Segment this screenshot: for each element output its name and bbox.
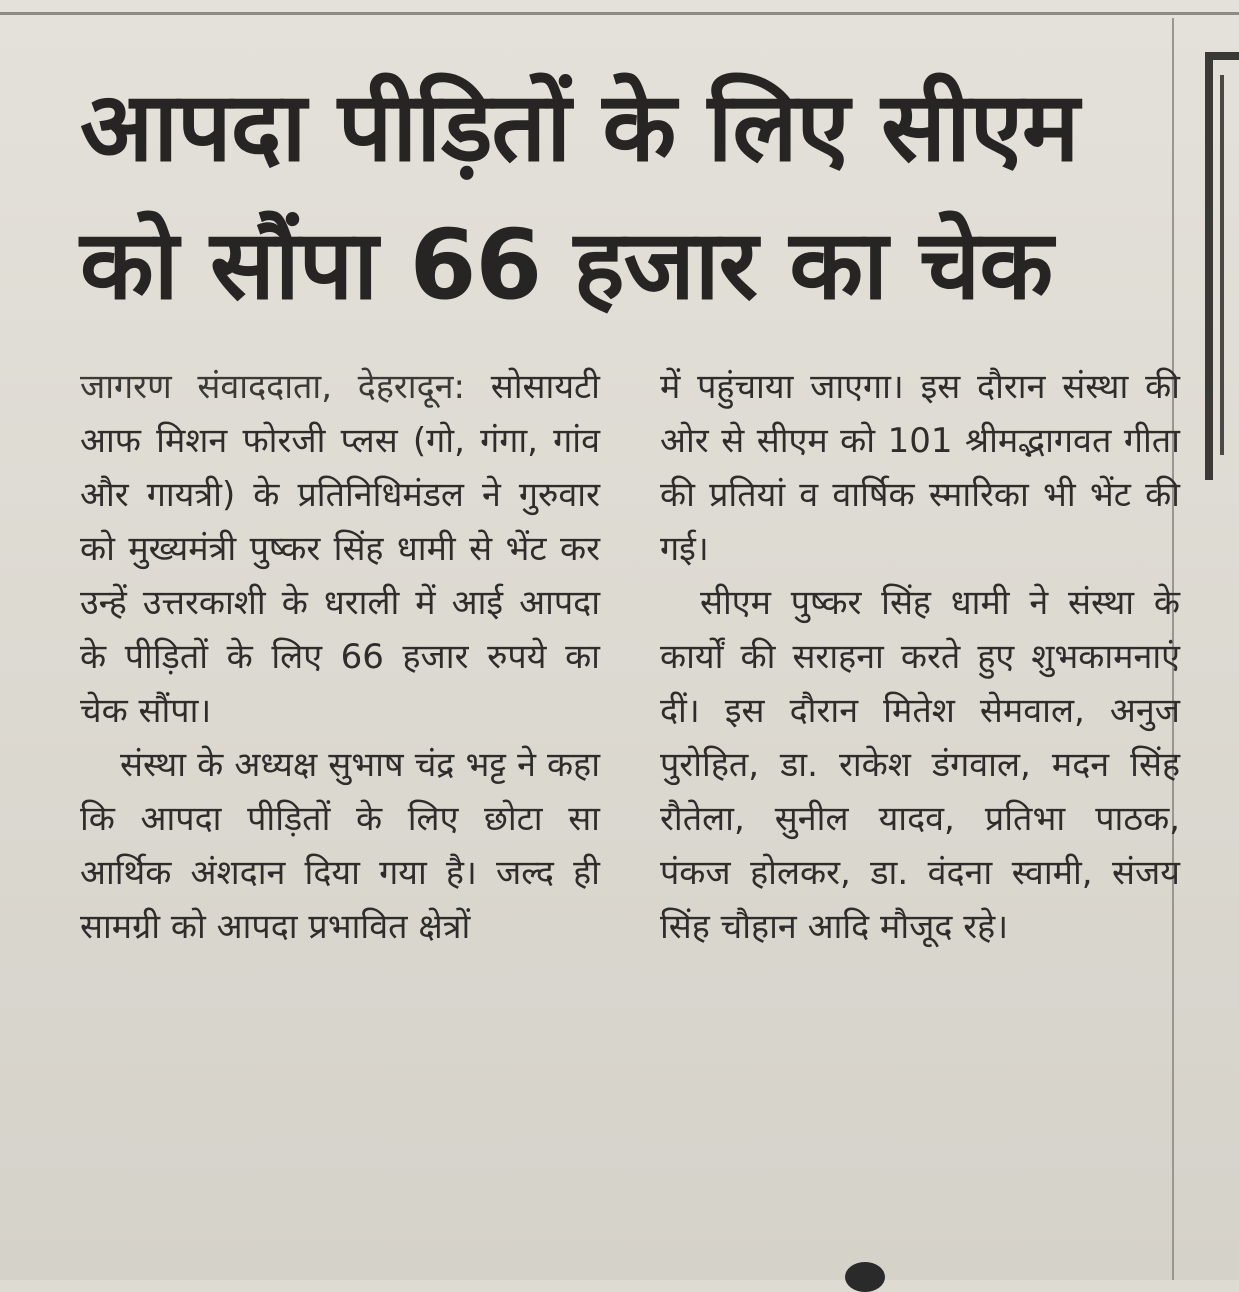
adjacent-article-inner-frame xyxy=(1220,75,1239,455)
headline-line-2: को सौंपा 66 हजार का चेक xyxy=(80,209,1053,321)
byline: जागरण संवाददाता, देहरादून: xyxy=(80,367,465,407)
article-paragraph xyxy=(80,360,600,738)
article-paragraph: सीएम पुष्कर सिंह धामी ने संस्था के कार्यों की सराहना करते हुए शुभकामनाएं दीं। इस दौरान मितेश सेमवाल, अनुज पुरोहित, डा. राकेश डंगवाल, मदन सिंह रौतेला, सुनील यादव, प्रतिभा पाठक, पंकज होलकर, डा. वंदना स्वामी, संजय सिंह चौहान आदि मौजूद रहे। xyxy=(660,583,1180,947)
article-paragraph: संस्था के अध्यक्ष सुभाष चंद्र भट्ट ने कहा कि आपदा पीड़ितों के लिए छोटा सा आर्थिक अंशदान दिया गया है। जल्द ही सामग्री को आपदा प्रभावित क्षेत्रों xyxy=(80,745,600,947)
article-paragraph: में पहुंचाया जाएगा। इस दौरान संस्था की ओर से सीएम को 101 श्रीमद्भागवत गीता की प्रतियां व वार्षिक स्मारिका भी भेंट की गई। xyxy=(660,367,1180,569)
paragraph-text: सोसायटी आफ मिशन फोरजी प्लस (गो, गंगा, गांव और गायत्री) के प्रतिनिधिमंडल ने गुरुवार को मुख्यमंत्री पुष्कर सिंह धामी से भेंट कर उन्हें उत्तरकाशी के धराली में आई आपदा के पीड़ितों के लिए 66 हजार रुपये का चेक सौंपा। xyxy=(80,367,600,731)
top-border-rule xyxy=(0,12,1239,15)
article-column-left xyxy=(80,360,600,954)
article-column-right xyxy=(660,360,1180,954)
article-headline xyxy=(80,58,1160,334)
headline-line-1: आपदा पीड़ितों के लिए सीएम xyxy=(80,71,1079,183)
ink-blot xyxy=(845,1262,885,1292)
